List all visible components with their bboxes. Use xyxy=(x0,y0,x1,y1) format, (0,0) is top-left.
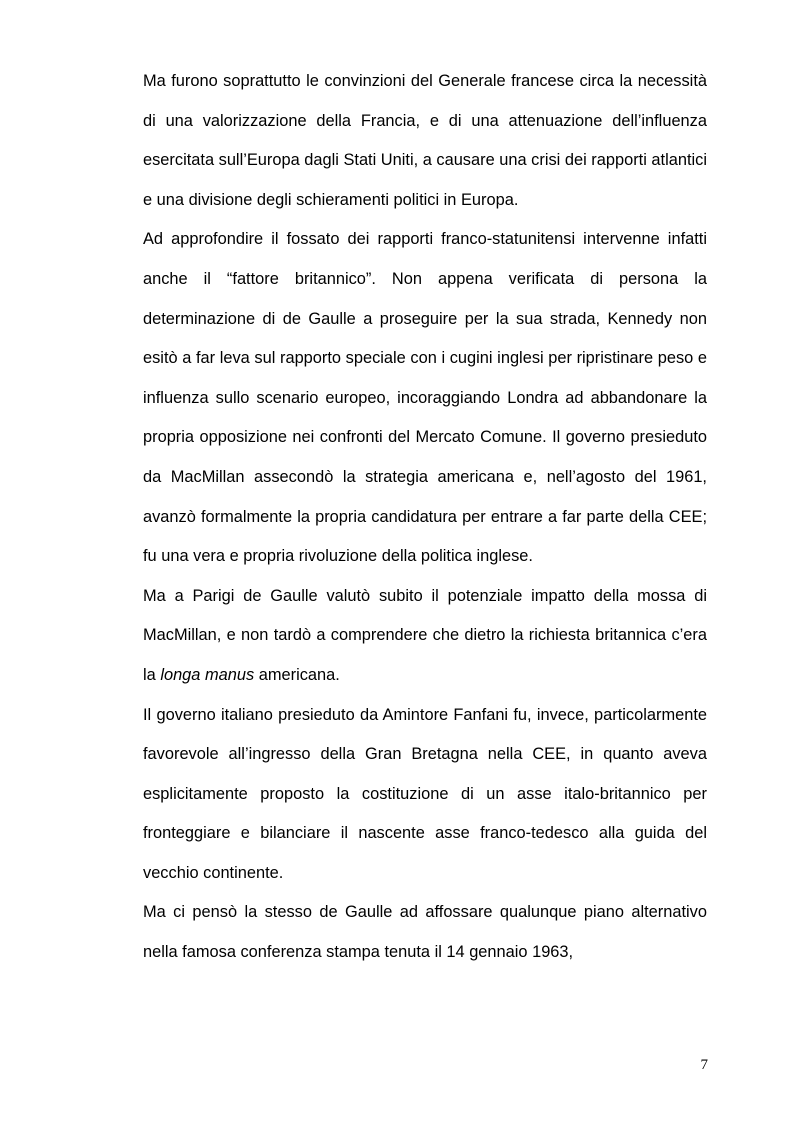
body-text xyxy=(143,62,707,973)
paragraph-3-text-after: americana. xyxy=(254,665,340,684)
paragraph-1: Ma furono soprattutto le convinzioni del Generale francese circa la necessità di una valorizzazione della Francia, e di una attenuazione dell’influenza esercitata sull’Europa dagli Stati Uniti, a causare una crisi dei rapporti atlantici e una divisione degli schieramenti politici in Europa. xyxy=(143,72,707,209)
paragraph-4: Il governo italiano presieduto da Amintore Fanfani fu, invece, particolarmente favorevole all’ingresso della Gran Bretagna nella CEE, in quanto aveva esplicitamente proposto la costituzione di un asse italo-britannico per fronteggiare e bilanciare il nascente asse franco-tedesco alla guida del vecchio continente. xyxy=(143,705,707,882)
page-number: 7 xyxy=(700,1057,708,1073)
paragraph-2: Ad approfondire il fossato dei rapporti franco-statunitensi intervenne infatti anche il “fattore britannico”. Non appena verificata di persona la determinazione di de Gaulle a proseguire per la sua strada, Kennedy non esitò a far leva sul rapporto speciale con i cugini inglesi per ripristinare peso e influenza sullo scenario europeo, incoraggiando Londra ad abbandonare la propria opposizione nei confronti del Mercato Comune. Il governo presieduto da MacMillan assecondò la strategia americana e, nell’agosto del 1961, avanzò formalmente la propria candidatura per entrare a far parte della CEE; fu una vera e propria rivoluzione della politica inglese. xyxy=(143,230,707,566)
paragraph-3 xyxy=(143,577,707,696)
paragraph-3-text-before: Ma a Parigi de Gaulle valutò subito il potenziale impatto della mossa di MacMillan, e non tardò a comprendere che dietro la richiesta britannica c’era la xyxy=(143,586,707,684)
paragraph-3-italic: longa manus xyxy=(160,665,255,684)
paragraph-5: Ma ci pensò la stesso de Gaulle ad affossare qualunque piano alternativo nella famosa conferenza stampa tenuta il 14 gennaio 1963, xyxy=(143,903,707,962)
